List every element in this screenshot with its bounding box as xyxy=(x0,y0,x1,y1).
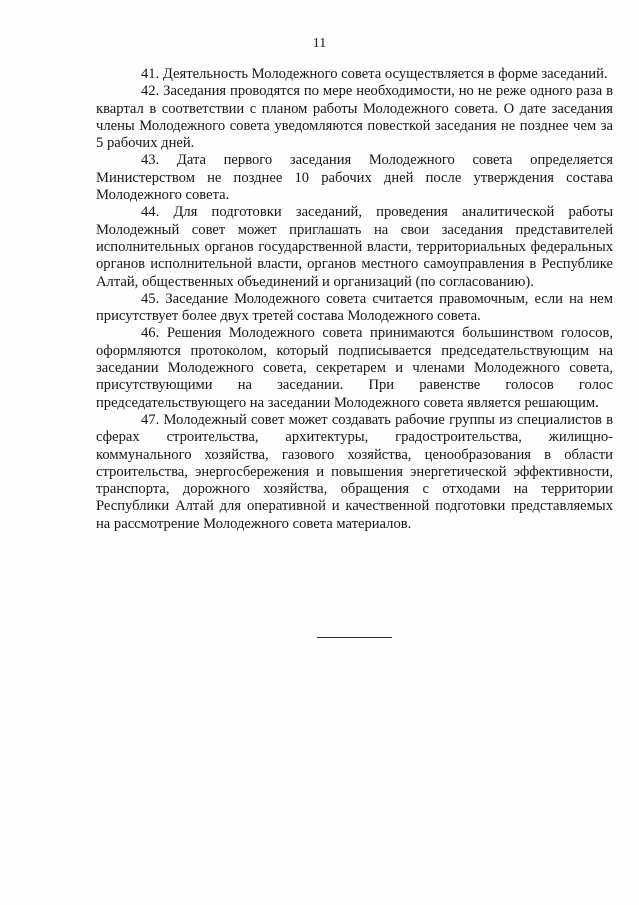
paragraph-42: 42. Заседания проводятся по мере необходимости, но не реже одного раза в квартал в соответствии с планом работы Молодежного совета. О дате заседания члены Молодежного совета уведомляются повесткой заседания не позднее чем за 5 рабочих дней. xyxy=(96,83,613,152)
paragraph-46: 46. Решения Молодежного совета принимаются большинством голосов, оформляются протоколом, который подписывается председательствующим на заседании Молодежного совета, секретарем и членами Молодежного совета, присутствующими на заседании. При равенстве голосов голос председательствующего на заседании Молодежного совета является решающим. xyxy=(96,325,613,411)
paragraph-41: 41. Деятельность Молодежного совета осуществляется в форме заседаний. xyxy=(141,66,608,82)
document-body xyxy=(96,66,613,533)
end-of-text-rule xyxy=(317,637,392,638)
paragraph-45: 45. Заседание Молодежного совета считается правомочным, если на нем присутствует более двух третей состава Молодежного совета. xyxy=(96,290,613,325)
page-number: 11 xyxy=(312,36,327,51)
paragraph-47: 47. Молодежный совет может создавать рабочие группы из специалистов в сферах строительства, архитектуры, градостроительства, жилищно-коммунального хозяйства, газового хозяйства, ценообразования в области строительства, энергосбережения и повышения энергетической эффективности, транспорта, дорожного хозяйства, обращения с отходами на территории Республики Алтай для оперативной и качественной подготовки представляемых на рассмотрение Молодежного совета материалов. xyxy=(96,411,613,532)
paragraph-44: 44. Для подготовки заседаний, проведения аналитической работы Молодежный совет может приглашать на свои заседания представителей исполнительных органов государственной власти, территориальных федеральных органов исполнительной власти, органов местного самоуправления в Республике Алтай, общественных объединений и организаций (по согласованию). xyxy=(96,204,613,290)
paragraph-43: 43. Дата первого заседания Молодежного совета определяется Министерством не позднее 10 рабочих дней после утверждения состава Молодежного совета. xyxy=(96,152,613,204)
